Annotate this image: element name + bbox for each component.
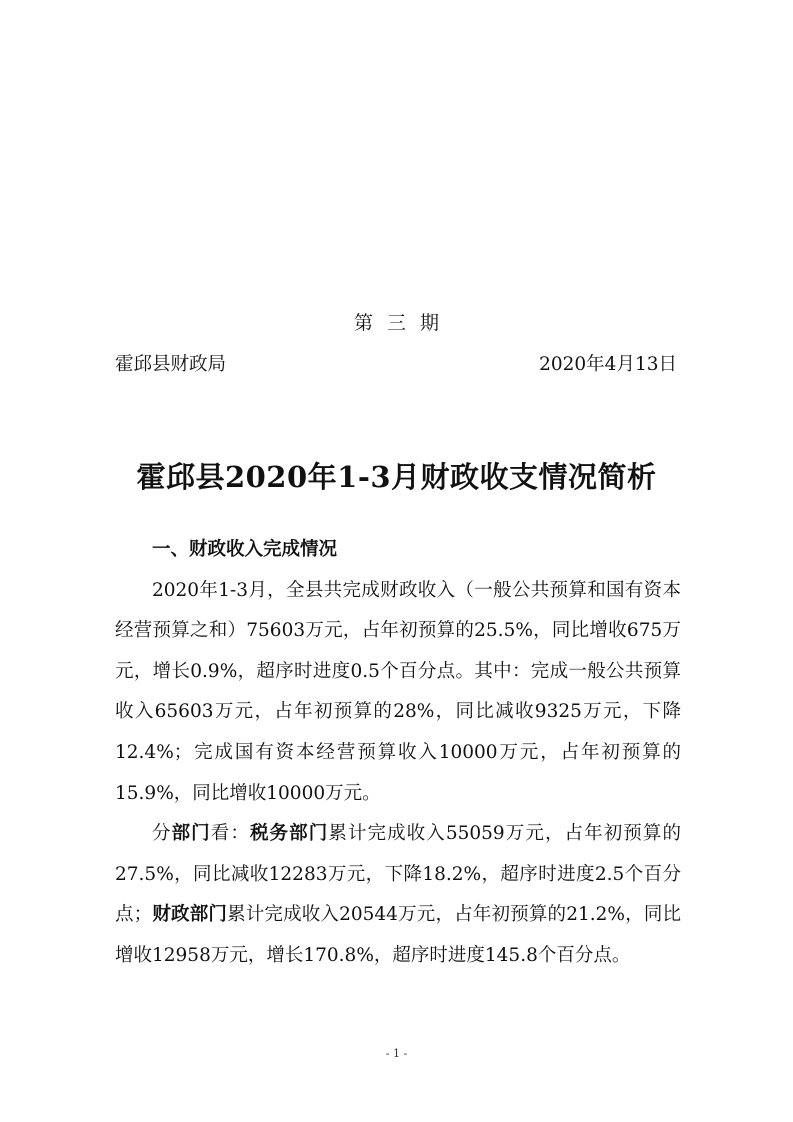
finance-department-label: 财政部门 [152, 904, 228, 926]
dept-lead-bold: 部门 [171, 823, 211, 845]
section-heading: 一、财政收入完成情况 [152, 539, 338, 560]
dept-lead: 分 [152, 823, 172, 845]
tax-department-label: 税务部门 [249, 823, 329, 845]
issuing-organization: 霍邱县财政局 [115, 354, 227, 375]
tax-department-text: 累计完成收入55059万元，占年初预算的27.5%，同比减收12283万元，下降18.2%，超序时进度2.5个百分点； [115, 823, 681, 926]
page-number: - 1 - [385, 1047, 408, 1060]
document-title: 霍邱县2020年1-3月财政收支情况简析 [136, 460, 657, 494]
paragraph-revenue-by-department [115, 814, 681, 976]
dept-lead-suffix: 看： [210, 823, 250, 845]
document-body [115, 530, 681, 977]
issue-date: 2020年4月13日 [539, 354, 677, 375]
paragraph-revenue-summary: 2020年1-3月，全县共完成财政收入（一般公共预算和国有资本经营预算之和）75603万元，占年初预算的25.5%，同比增收675万元，增长0.9%，超序时进度0.5个百分点。其中：完成一般公共预算收入65603万元，占年初预算的28%，同比减收9325万元，下降12.4%；完成国有资本经营预算收入10000万元，占年初预算的15.9%，同比增收10000万元。 [115, 579, 681, 804]
header-row [115, 350, 677, 378]
finance-department-text: 累计完成收入20544万元，占年初预算的21.2%，同比增收12958万元，增长170.8%，超序时进度145.8个百分点。 [115, 904, 681, 966]
issue-number: 第三期 [353, 312, 453, 334]
